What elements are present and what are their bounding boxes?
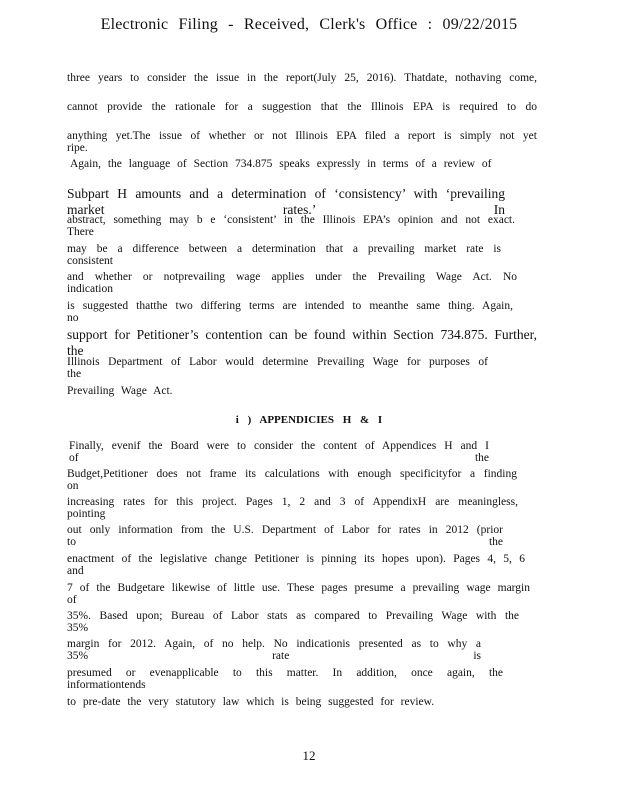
text-line: Budget,Petitioner does not frame its calculations with enough specificityfor a finding on [67, 468, 517, 492]
filing-stamp-header: Electronic Filing - Received, Clerk's Office : 09/22/2015 [100, 16, 518, 33]
text-line: margin for 2012. Again, of no help. No indicationis presented as to why a 35% rate is [67, 638, 481, 662]
page-number: 12 [302, 748, 316, 763]
text-line: abstract, something may b e ‘consistent’ in the Illinois EPA’s opinion and not exact. There [67, 214, 515, 238]
text-line: Finally, evenif the Board were to consider the content of Appendices H and I of the [69, 440, 489, 464]
text-line: support for Petitioner’s contention can be found within Section 734.875. Further, the [67, 327, 537, 358]
text-line: increasing rates for this project. Pages 1, 2 and 3 of AppendixH are meaningless, pointing [67, 496, 518, 520]
text-line: to pre-date the very statutory law which is being suggested for review. [67, 696, 435, 708]
text-line: 7 of the Budgetare likewise of little use. These pages presume a prevailing wage margin of [67, 582, 530, 606]
text-line: three years to consider the issue in the report(July 25, 2016). Thatdate, nothaving come, [67, 72, 537, 84]
text-line: presumed or evenapplicable to this matter. In addition, once again, the informationtends [67, 667, 503, 691]
text-line: out only information from the U.S. Department of Labor for rates in 2012 (prior to the [67, 524, 503, 548]
text-line: Again, the language of Section 734.875 speaks expressly in terms of a review of [70, 158, 492, 170]
text-line: anything yet.The issue of whether or not Illinois EPA filed a report is simply not yet ripe. [67, 130, 537, 154]
text-line: enactment of the legislative change Petitioner is pinning its hopes upon). Pages 4, 5, 6 and [67, 553, 525, 577]
text-line: 35%. Based upon; Bureau of Labor stats as compared to Prevailing Wage with the 35% [67, 610, 519, 634]
text-line: Prevailing Wage Act. [67, 385, 173, 397]
text-line: Subpart H amounts and a determination of ‘consistency’ with ‘prevailing market rates.’ In [67, 186, 505, 217]
text-line: cannot provide the rationale for a suggestion that the Illinois EPA is required to do [67, 101, 537, 113]
text-line: and whether or notprevailing wage applies under the Prevailing Wage Act. No indication [67, 271, 517, 295]
text-line: is suggested thatthe two differing terms are intended to meanthe same thing. Again, no [67, 300, 513, 324]
text-line: Illinois Department of Labor would determine Prevailing Wage for purposes of the [67, 356, 488, 380]
text-line: may be a difference between a determination that a prevailing market rate is consistent [67, 243, 501, 267]
section-heading: i ) APPENDICIES H & I [235, 414, 383, 426]
